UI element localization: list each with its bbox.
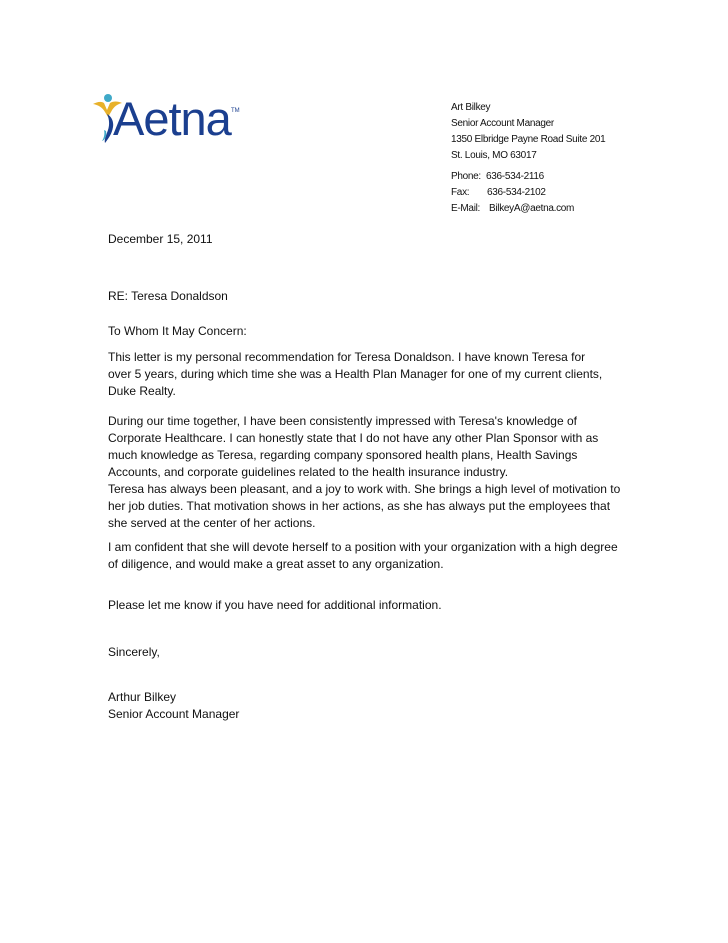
- paragraph-line: she served at the center of her actions.: [108, 516, 316, 530]
- paragraph-line: This letter is my personal recommendation for Teresa Donaldson. I have known Teresa for: [108, 350, 586, 364]
- letter-date: December 15, 2011: [108, 232, 213, 246]
- fax-label: Fax:: [451, 187, 470, 198]
- paragraph-line: During our time together, I have been consistently impressed with Teresa's knowledge of: [108, 414, 577, 428]
- signature-block: [108, 689, 628, 723]
- sender-address: 1350 Elbridge Payne Road Suite 201: [451, 134, 606, 145]
- letter-closing: Sincerely,: [108, 645, 160, 659]
- brand-wordmark: Aetna: [113, 92, 231, 145]
- sender-contact-block: [451, 100, 651, 217]
- fax-value: 636-534-2102: [487, 187, 546, 198]
- letter-paragraph: [108, 413, 628, 481]
- letter-paragraph: [108, 349, 628, 400]
- fax-row: [451, 185, 651, 201]
- signer-name: Arthur Bilkey: [108, 690, 177, 704]
- letter-re-line: RE: Teresa Donaldson: [108, 289, 228, 303]
- letter-closing-note: Please let me know if you have need for additional information.: [108, 598, 442, 612]
- letter-paragraph: [108, 539, 628, 573]
- paragraph-line: Corporate Healthcare. I can honestly state that I do not have any other Plan Sponsor with as: [108, 431, 599, 445]
- paragraph-line: Accounts, and corporate guidelines related to the health insurance industry.: [108, 465, 509, 479]
- aetna-logo: [92, 90, 252, 144]
- email-label: E-Mail:: [451, 203, 481, 214]
- phone-row: [451, 169, 651, 185]
- email-row: [451, 201, 651, 217]
- paragraph-line: I am confident that she will devote herself to a position with your organization with a high degree: [108, 540, 618, 554]
- phone-label: Phone:: [451, 171, 481, 182]
- paragraph-line: much knowledge as Teresa, regarding company sponsored health plans, Health Savings: [108, 448, 578, 462]
- sender-name: Art Bilkey: [451, 102, 491, 113]
- paragraph-line: Duke Realty.: [108, 384, 176, 398]
- letter-paragraph: [108, 481, 628, 532]
- sender-title: Senior Account Manager: [451, 118, 554, 129]
- paragraph-line: her job duties. That motivation shows in her actions, as she has always put the employees that: [108, 499, 611, 513]
- signer-title: Senior Account Manager: [108, 707, 240, 721]
- trademark-mark: TM: [231, 108, 240, 114]
- letter-salutation: To Whom It May Concern:: [108, 324, 247, 338]
- email-link[interactable]: BilkeyA@aetna.com: [489, 203, 575, 214]
- paragraph-line: over 5 years, during which time she was a Health Plan Manager for one of my current clients,: [108, 367, 603, 381]
- paragraph-line: of diligence, and would make a great asset to any organization.: [108, 557, 444, 571]
- phone-value: 636-534-2116: [486, 171, 544, 182]
- sender-city-state-zip: St. Louis, MO 63017: [451, 150, 537, 161]
- paragraph-line: Teresa has always been pleasant, and a joy to work with. She brings a high level of motivation to: [108, 482, 621, 496]
